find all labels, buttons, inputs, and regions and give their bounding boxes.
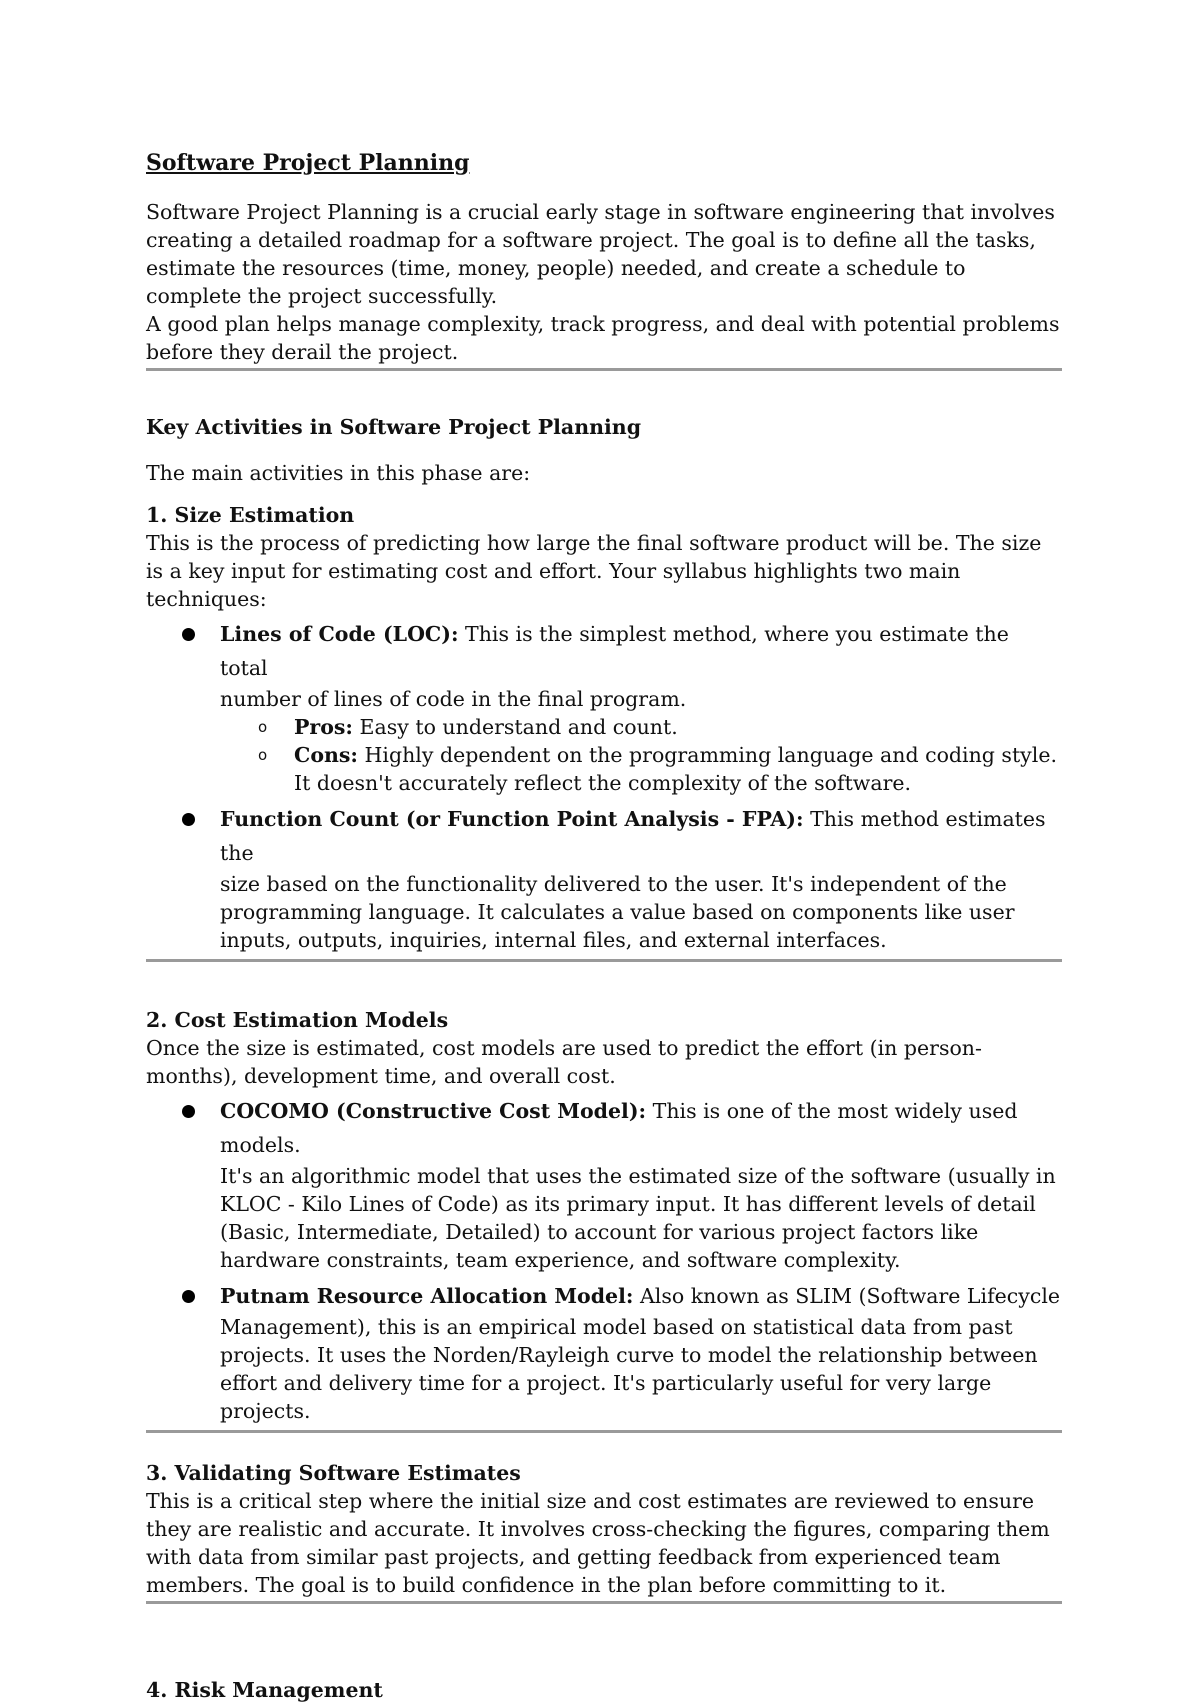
- risk-management-heading: 4. Risk Management: [146, 1678, 383, 1702]
- loc-pros-cons-list: [220, 713, 1062, 797]
- size-estimation-heading: 1. Size Estimation: [146, 503, 355, 527]
- key-activities-heading: Key Activities in Software Project Planning: [146, 415, 642, 439]
- cost-models-body: Once the size is estimated, cost models are used to predict the effort (in person-months), development time, and overall cost.: [146, 1036, 982, 1088]
- key-activities-lead: The main activities in this phase are:: [146, 461, 531, 485]
- size-estimation-list: [146, 617, 1062, 954]
- cost-models-heading: 2. Cost Estimation Models: [146, 1008, 449, 1032]
- validating-body: This is a critical step where the initial size and cost estimates are reviewed to ensure they are realistic and accurate. It involves cross-checking the figures, comparing them with data from similar past projects, and getting feedback from experienced team members. The goal is to build confidence in the plan before committing to it.: [146, 1489, 1050, 1597]
- cost-models-list: [146, 1094, 1062, 1425]
- bullet-term: Putnam Resource Allocation Model:: [220, 1284, 634, 1308]
- bullet-text: Also known as SLIM (Software Lifecycle: [640, 1284, 1061, 1308]
- sub-list-item: [294, 741, 1062, 797]
- bullet-text: This is one of the most widely used models.: [220, 1099, 1018, 1157]
- size-estimation-body: This is the process of predicting how large the final software product will be. The size is a key input for estimating cost and effort. Your syllabus highlights two main techniques:: [146, 531, 1042, 611]
- sub-list-item: [294, 713, 1062, 741]
- intro-paragraph-2: A good plan helps manage complexity, track progress, and deal with potential problems before they derail the project.: [146, 312, 1060, 364]
- section-divider: [146, 1430, 1062, 1433]
- bullet-text: This method estimates the: [220, 807, 1046, 865]
- document-title: Software Project Planning: [146, 150, 470, 176]
- bullet-term: Lines of Code (LOC):: [220, 622, 459, 646]
- bullet-text-continued: Management), this is an empirical model based on statistical data from past projects. It uses the Norden/Rayleigh curve to model the relationship between effort and delivery time for a project. It's particularly useful for very large projects.: [220, 1315, 1038, 1423]
- cons-text: Highly dependent on the programming language and coding style. It doesn't accurately reflect the complexity of the software.: [294, 743, 1057, 795]
- intro-paragraph-1: Software Project Planning is a crucial early stage in software engineering that involves creating a detailed roadmap for a software project. The goal is to define all the tasks, estimate the resources (time, money, people) needed, and create a schedule to complete the project successfully.: [146, 200, 1055, 308]
- section-divider: [146, 1601, 1062, 1604]
- pros-term: Pros:: [294, 715, 353, 739]
- cons-term: Cons:: [294, 743, 359, 767]
- document-page: [146, 148, 1062, 1704]
- list-item: [220, 802, 1062, 954]
- list-item: [220, 617, 1062, 797]
- list-item: [220, 1279, 1062, 1425]
- bullet-term: Function Count (or Function Point Analysis - FPA):: [220, 807, 804, 831]
- bullet-term: COCOMO (Constructive Cost Model):: [220, 1099, 647, 1123]
- list-item: [220, 1094, 1062, 1274]
- bullet-text-continued: It's an algorithmic model that uses the estimated size of the software (usually in KLOC - Kilo Lines of Code) as its primary input. It has different levels of detail (Basic, Intermediate, Detailed) to account for various project factors like hardware constraints, team experience, and software complexity.: [220, 1164, 1056, 1272]
- bullet-text-continued: size based on the functionality delivered to the user. It's independent of the programming language. It calculates a value based on components like user inputs, outputs, inquiries, internal files, and external interfaces.: [220, 872, 1015, 952]
- pros-text: Easy to understand and count.: [359, 715, 678, 739]
- section-divider: [146, 368, 1062, 371]
- section-divider: [146, 959, 1062, 962]
- validating-heading: 3. Validating Software Estimates: [146, 1461, 521, 1485]
- bullet-text-continued: number of lines of code in the final program.: [220, 687, 687, 711]
- bullet-text: This is the simplest method, where you estimate the total: [220, 622, 1009, 680]
